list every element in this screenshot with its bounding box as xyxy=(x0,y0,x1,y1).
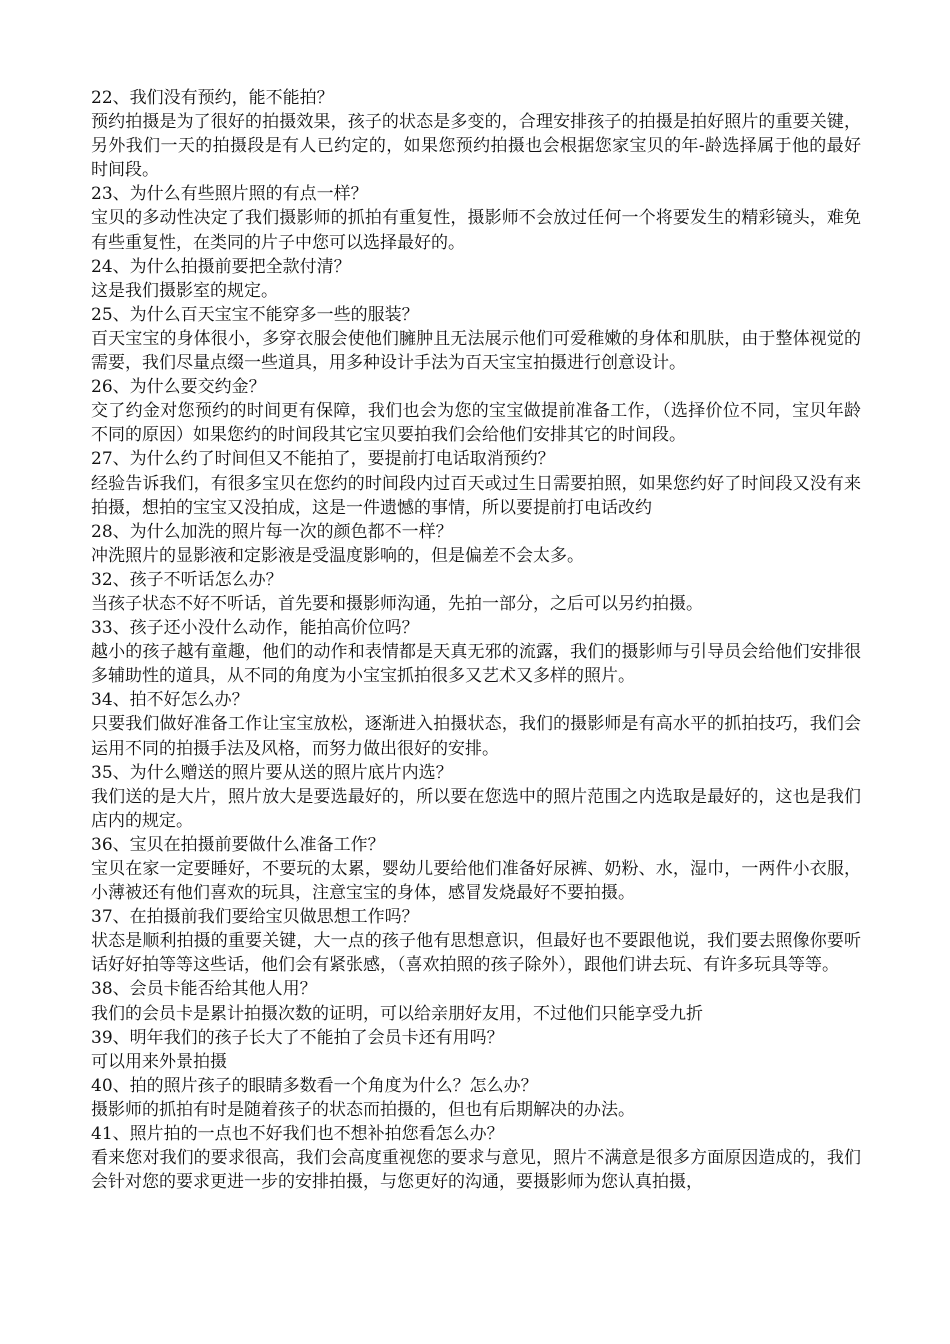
faq-answer: 只要我们做好准备工作让宝宝放松，逐渐进入拍摄状态，我们的摄影师是有高水平的抓拍技巧，我们会运用不同的拍摄手法及风格，而努力做出很好的安排。 xyxy=(91,714,861,759)
faq-entry xyxy=(91,905,861,977)
faq-entry xyxy=(91,568,861,616)
faq-answer: 冲洗照片的显影液和定影液是受温度影响的，但是偏差不会太多。 xyxy=(91,545,584,566)
faq-answer: 经验告诉我们，有很多宝贝在您约的时间段内过百天或过生日需要拍照，如果您约好了时间段又没有来拍摄，想拍的宝宝又没拍成，这是一件遗憾的事情，所以要提前打电话改约 xyxy=(91,473,861,518)
faq-question: 38、会员卡能否给其他人用？ xyxy=(91,979,317,1000)
faq-answer: 这是我们摄影室的规定。 xyxy=(91,280,278,301)
faq-entry xyxy=(91,833,861,905)
faq-entry xyxy=(91,616,861,688)
faq-answer: 百天宝宝的身体很小，多穿衣服会使他们臃肿且无法展示他们可爱稚嫩的身体和肌肤，由于整体视觉的需要，我们尽量点缀一些道具，用多种设计手法为百天宝宝拍摄进行创意设计。 xyxy=(91,328,861,374)
faq-question: 41、照片拍的一点也不好我们也不想补拍您看怎么办？ xyxy=(91,1124,504,1145)
faq-question: 39、明年我们的孩子长大了不能拍了会员卡还有用吗？ xyxy=(91,1027,504,1048)
faq-question: 24、为什么拍摄前要把全款付清？ xyxy=(91,256,351,277)
faq-question: 27、为什么约了时间但又不能拍了，要提前打电话取消预约？ xyxy=(91,449,555,470)
faq-entry xyxy=(91,520,861,568)
faq-answer: 当孩子状态不好不听话，首先要和摄影师沟通，先拍一部分，之后可以另约拍摄。 xyxy=(91,593,703,614)
faq-answer: 越小的孩子越有童趣，他们的动作和表情都是天真无邪的流露，我们的摄影师与引导员会给他们安排很多辅助性的道具，从不同的角度为小宝宝抓拍很多又艺术又多样的照片。 xyxy=(91,642,861,687)
faq-question: 33、孩子还小没什么动作，能拍高价位吗？ xyxy=(91,618,419,639)
faq-question: 22、我们没有预约，能不能拍？ xyxy=(91,88,334,108)
faq-entry xyxy=(91,1074,861,1122)
faq-answer: 宝贝在家一定要睡好，不要玩的太累，婴幼儿要给他们准备好尿裤、奶粉、水，湿巾，一两件小衣服，小薄被还有他们喜欢的玩具，注意宝宝的身体，感冒发烧最好不要拍摄。 xyxy=(91,859,861,904)
faq-question: 23、为什么有些照片照的有点一样？ xyxy=(91,184,368,205)
faq-answer: 我们送的是大片，照片放大是要选最好的，所以要在您选中的照片范围之内选取是最好的，这也是我们店内的规定。 xyxy=(91,786,861,831)
faq-question: 36、宝贝在拍摄前要做什么准备工作？ xyxy=(91,834,385,855)
faq-question: 37、在拍摄前我们要给宝贝做思想工作吗？ xyxy=(91,907,419,928)
faq-answer: 看来您对我们的要求很高，我们会高度重视您的要求与意见，照片不满意是很多方面原因造成的，我们会针对您的要求更进一步的安排拍摄，与您更好的沟通，要摄影师为您认真拍摄， xyxy=(91,1148,861,1193)
faq-question: 26、为什么要交约金？ xyxy=(91,377,266,398)
faq-entry xyxy=(91,761,861,833)
faq-entry xyxy=(91,303,861,375)
faq-answer: 宝贝的多动性决定了我们摄影师的抓拍有重复性，摄影师不会放过任何一个将要发生的精彩镜头，难免有些重复性，在类同的片子中您可以选择最好的。 xyxy=(91,208,861,253)
faq-entry xyxy=(91,1026,861,1074)
faq-answer: 我们的会员卡是累计拍摄次数的证明，可以给亲朋好友用，不过他们只能享受九折 xyxy=(91,1003,703,1024)
faq-question: 40、拍的照片孩子的眼睛多数看一个角度为什么？怎么办？ xyxy=(91,1075,538,1096)
faq-question: 32、孩子不听话怎么办？ xyxy=(91,569,283,590)
faq-answer: 交了约金对您预约的时间更有保障，我们也会为您的宝宝做提前准备工作，（选择价位不同，宝贝年龄不同的原因）如果您约的时间段其它宝贝要拍我们会给他们安排其它的时间段。 xyxy=(91,401,861,446)
faq-entry xyxy=(91,375,861,447)
faq-entry xyxy=(91,182,861,254)
faq-question: 34、拍不好怎么办？ xyxy=(91,690,249,711)
faq-answer: 状态是顺利拍摄的重要关键，大一点的孩子他有思想意识，但最好也不要跟他说，我们要去照像你要听话好好拍等等这些话，他们会有紧张感，（喜欢拍照的孩子除外），跟他们讲去玩、有许多玩具等等。 xyxy=(91,931,861,976)
faq-question: 35、为什么赠送的照片要从送的照片底片内选？ xyxy=(91,762,453,783)
faq-document xyxy=(91,86,861,1194)
faq-entry xyxy=(91,86,861,182)
faq-entry xyxy=(91,688,861,760)
faq-entry xyxy=(91,447,861,519)
faq-answer: 摄影师的抓拍有时是随着孩子的状态而拍摄的，但也有后期解决的办法。 xyxy=(91,1099,635,1120)
faq-entry xyxy=(91,255,861,303)
faq-question: 28、为什么加洗的照片每一次的颜色都不一样？ xyxy=(91,521,453,542)
faq-entry xyxy=(91,977,861,1025)
faq-question: 25、为什么百天宝宝不能穿多一些的服装？ xyxy=(91,304,419,325)
faq-entry xyxy=(91,1122,861,1194)
faq-answer: 预约拍摄是为了很好的拍摄效果，孩子的状态是多变的，合理安排孩子的拍摄是拍好照片的重要关键，另外我们一天的拍摄段是有人已约定的，如果您预约拍摄也会根据您家宝贝的年-龄选择属于他的最好时间段。 xyxy=(91,112,861,181)
faq-answer: 可以用来外景拍摄 xyxy=(91,1051,227,1072)
